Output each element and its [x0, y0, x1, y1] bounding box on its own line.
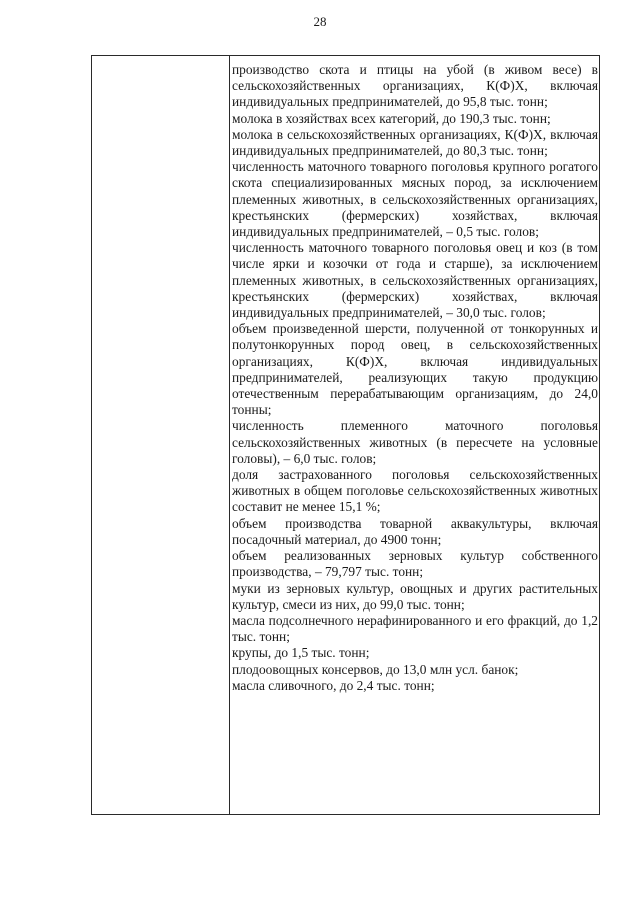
document-table — [91, 55, 600, 815]
indicator-item: численность маточного товарного поголовья овец и коз (в том числе ярки и козочки от года и старше), за исключением племенных животных, в сельскохозяйственных организациях, крестьянских (фермерских) хозяйствах, включая индивидуальных предпринимателей, – 30,0 тыс. голов; — [232, 240, 598, 321]
indicator-item: объем произведенной шерсти, полученной от тонкорунных и полутонкорунных пород овец, в сельскохозяйственных организациях, К(Ф)Х, включая индивидуальных предпринимателей, реализующих такую продукцию отечественным перерабатывающим организациям, до 24,0 тонны; — [232, 321, 598, 418]
indicator-item: численность племенного маточного поголовья сельскохозяйственных животных (в пересчете на условные головы), – 6,0 тыс. голов; — [232, 418, 598, 466]
indicator-item: производство скота и птицы на убой (в живом весе) в сельскохозяйственных организациях, К(Ф)Х, включая индивидуальных предпринимателей, до 95,8 тыс. тонн; — [232, 62, 598, 110]
table-right-cell — [230, 62, 598, 694]
indicator-item: масла сливочного, до 2,4 тыс. тонн; — [232, 677, 435, 693]
indicator-item: муки из зерновых культур, овощных и других растительных культур, смеси из них, до 99,0 тыс. тонн; — [232, 580, 598, 612]
indicator-item: молока в хозяйствах всех категорий, до 190,3 тыс. тонн; — [232, 110, 551, 126]
indicator-item: масла подсолнечного нерафинированного и его фракций, до 1,2 тыс. тонн; — [232, 612, 598, 645]
indicator-item: объем реализованных зерновых культур собственного производства, – 79,797 тыс. тонн; — [232, 548, 598, 580]
indicator-item: численность маточного товарного поголовья крупного рогатого скота специализированных мясных пород, за исключением племенных животных, в сельскохозяйственных организациях, крестьянских (фермерских) хозяйствах, включая индивидуальных предпринимателей, – 0,5 тыс. голов; — [232, 159, 598, 240]
page-number: 28 — [313, 14, 327, 29]
indicator-item: молока в сельскохозяйственных организациях, К(Ф)Х, включая индивидуальных предпринимателей, до 80,3 тыс. тонн; — [232, 126, 598, 159]
indicator-item: объем производства товарной аквакультуры, включая посадочный материал, до 4900 тонн; — [232, 515, 598, 547]
indicator-item: крупы, до 1,5 тыс. тонн; — [232, 645, 370, 661]
indicator-item: доля застрахованного поголовья сельскохозяйственных животных в общем поголовье сельскохозяйственных животных составит не менее 15,1 %; — [232, 467, 598, 515]
indicator-item: плодоовощных консервов, до 13,0 млн усл. банок; — [232, 661, 519, 677]
table-left-cell — [92, 56, 229, 814]
